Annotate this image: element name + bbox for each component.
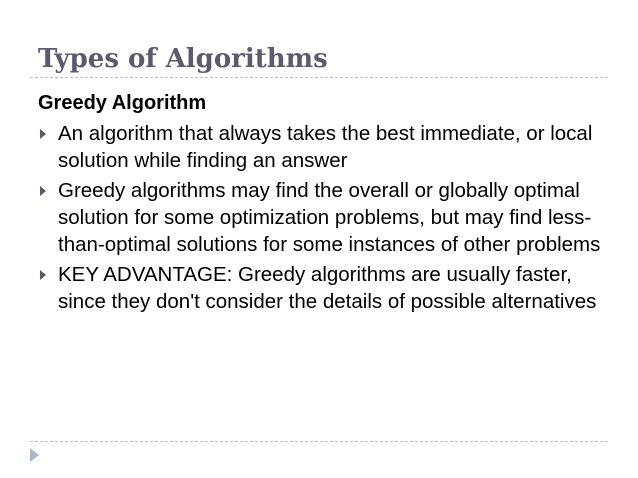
slide-subtitle: Greedy Algorithm bbox=[38, 92, 207, 114]
triangle-bullet-icon bbox=[40, 129, 46, 139]
triangle-bullet-icon bbox=[40, 270, 46, 280]
triangle-marker-icon bbox=[30, 448, 39, 462]
slide-title: Types of Algorithms bbox=[38, 44, 328, 74]
bullet-text: Greedy algorithms may find the overall or globally optimal solution for some optimization problems, but may find less-than-optimal solutions for some instances of other problems bbox=[58, 179, 601, 256]
bullet-text: An algorithm that always takes the best immediate, or local solution while finding an answer bbox=[58, 122, 593, 172]
title-divider bbox=[30, 77, 608, 78]
bullet-text: KEY ADVANTAGE: Greedy algorithms are usually faster, since they don't consider the details of possible alternatives bbox=[58, 263, 597, 313]
bullet-item bbox=[38, 261, 608, 315]
bullet-item bbox=[38, 177, 608, 258]
bullet-item bbox=[38, 120, 608, 174]
bullet-list bbox=[38, 120, 608, 318]
footer-divider bbox=[30, 441, 608, 442]
triangle-bullet-icon bbox=[40, 186, 46, 196]
